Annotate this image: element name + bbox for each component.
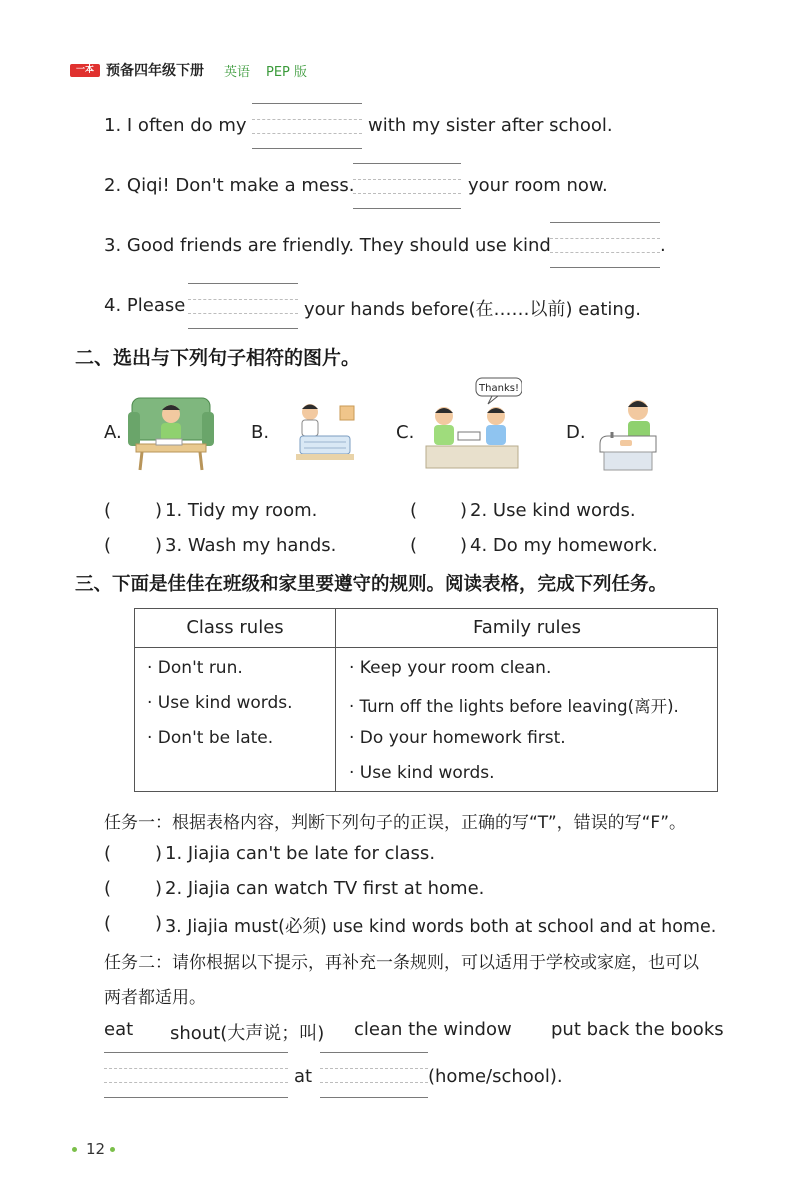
page-dot-left <box>72 1147 77 1152</box>
s2-q3-answer-slot[interactable] <box>116 535 148 559</box>
hint-shout: shout(大声说；叫) <box>170 1023 325 1044</box>
t1-q3-paren-close: ) <box>155 913 163 934</box>
t1-q2-answer-slot[interactable] <box>116 878 148 902</box>
s2-q1-text: 1. Tidy my room. <box>165 500 318 521</box>
t1-q1-paren-open: ( <box>104 843 112 864</box>
blank-1-after: with my sister after school. <box>368 115 613 136</box>
s2-q4-paren-close: ) <box>460 535 468 556</box>
blank-3-after: . <box>660 235 666 256</box>
rules-table <box>134 608 718 792</box>
publisher-badge: 一本 <box>70 64 100 77</box>
page-number: 12 <box>86 1140 106 1158</box>
at-word: at <box>294 1066 313 1087</box>
option-a-label: A. <box>104 422 122 443</box>
s2-q1-paren-open: ( <box>104 500 112 521</box>
hint-put-back-books: put back the books <box>551 1019 724 1040</box>
version-label: PEP 版 <box>266 65 308 80</box>
subject-label: 英语 <box>224 65 251 80</box>
hint-eat: eat <box>104 1019 134 1040</box>
s2-q3-paren-open: ( <box>104 535 112 556</box>
blank-4-input[interactable] <box>188 283 298 329</box>
class-rule-3: · Don't be late. <box>147 728 274 748</box>
t1-q1-text: 1. Jiajia can't be late for class. <box>165 843 436 864</box>
s2-q2-paren-open: ( <box>410 500 418 521</box>
t1-q3-paren-open: ( <box>104 913 112 934</box>
blank-4-after: your hands before(在……以前) eating. <box>304 299 641 320</box>
blank-2-after: your room now. <box>468 175 608 196</box>
s2-q4-paren-open: ( <box>410 535 418 556</box>
family-rule-2: · Turn off the lights before leaving(离开). <box>349 697 679 716</box>
book-title: 预备四年级下册 <box>106 63 204 79</box>
s2-q4-answer-slot[interactable] <box>422 535 454 559</box>
family-rules-header: Family rules <box>473 617 581 638</box>
blank-1-before: 1. I often do my <box>104 115 247 136</box>
blank-4-before: 4. Please <box>104 295 186 316</box>
picture-b-tidy-room[interactable] <box>290 400 360 464</box>
blank-2-input[interactable] <box>353 163 461 209</box>
t1-q3-text: 3. Jiajia must(必须) use kind words both at school and at home. <box>165 917 717 937</box>
class-rule-1: · Don't run. <box>147 658 243 678</box>
family-rule-4: · Use kind words. <box>349 763 495 783</box>
section-3-title: 三、下面是佳佳在班级和家里要遵守的规则。阅读表格，完成下列任务。 <box>75 574 668 595</box>
blank-3-before: 3. Good friends are friendly. They should use kind <box>104 235 551 256</box>
blank-2-before: 2. Qiqi! Don't make a mess. <box>104 175 355 196</box>
class-rule-2: · Use kind words. <box>147 693 293 713</box>
t1-q2-paren-close: ) <box>155 878 163 899</box>
family-rule-3: · Do your homework first. <box>349 728 566 748</box>
rule-answer-input[interactable] <box>104 1052 288 1098</box>
place-answer-input[interactable] <box>320 1052 428 1098</box>
s2-q2-answer-slot[interactable] <box>422 500 454 524</box>
s2-q3-paren-close: ) <box>155 535 163 556</box>
task-2-title-line-1: 任务二：请你根据以下提示，再补充一条规则，可以适用于学校或家庭，也可以 <box>104 953 699 973</box>
task-2-title-line-2: 两者都适用。 <box>104 988 206 1008</box>
s2-q3-text: 3. Wash my hands. <box>165 535 337 556</box>
family-rule-1: · Keep your room clean. <box>349 658 552 678</box>
option-c-label: C. <box>396 422 415 443</box>
picture-c-kind-words[interactable] <box>418 376 522 472</box>
picture-d-wash-hands[interactable] <box>594 392 672 478</box>
section-2-title: 二、选出与下列句子相符的图片。 <box>75 347 361 369</box>
task-1-title: 任务一：根据表格内容，判断下列句子的正误，正确的写“T”，错误的写“F”。 <box>104 813 687 833</box>
t1-q1-answer-slot[interactable] <box>116 843 148 867</box>
t1-q1-paren-close: ) <box>155 843 163 864</box>
t1-q2-text: 2. Jiajia can watch TV first at home. <box>165 878 485 899</box>
hint-clean-window: clean the window <box>354 1019 512 1040</box>
option-b-label: B. <box>251 422 270 443</box>
s2-q1-paren-close: ) <box>155 500 163 521</box>
s2-q2-text: 2. Use kind words. <box>470 500 636 521</box>
class-rules-header: Class rules <box>186 617 284 638</box>
t1-q3-answer-slot[interactable] <box>116 913 148 937</box>
place-options: (home/school). <box>428 1066 563 1087</box>
t1-q2-paren-open: ( <box>104 878 112 899</box>
blank-1-input[interactable] <box>252 103 362 149</box>
page-dot-right <box>110 1147 115 1152</box>
option-d-label: D. <box>566 422 586 443</box>
s2-q4-text: 4. Do my homework. <box>470 535 658 556</box>
picture-a-homework[interactable] <box>128 392 214 472</box>
speech-bubble-text: Thanks! <box>479 383 519 394</box>
s2-q2-paren-close: ) <box>460 500 468 521</box>
blank-3-input[interactable] <box>550 222 660 268</box>
